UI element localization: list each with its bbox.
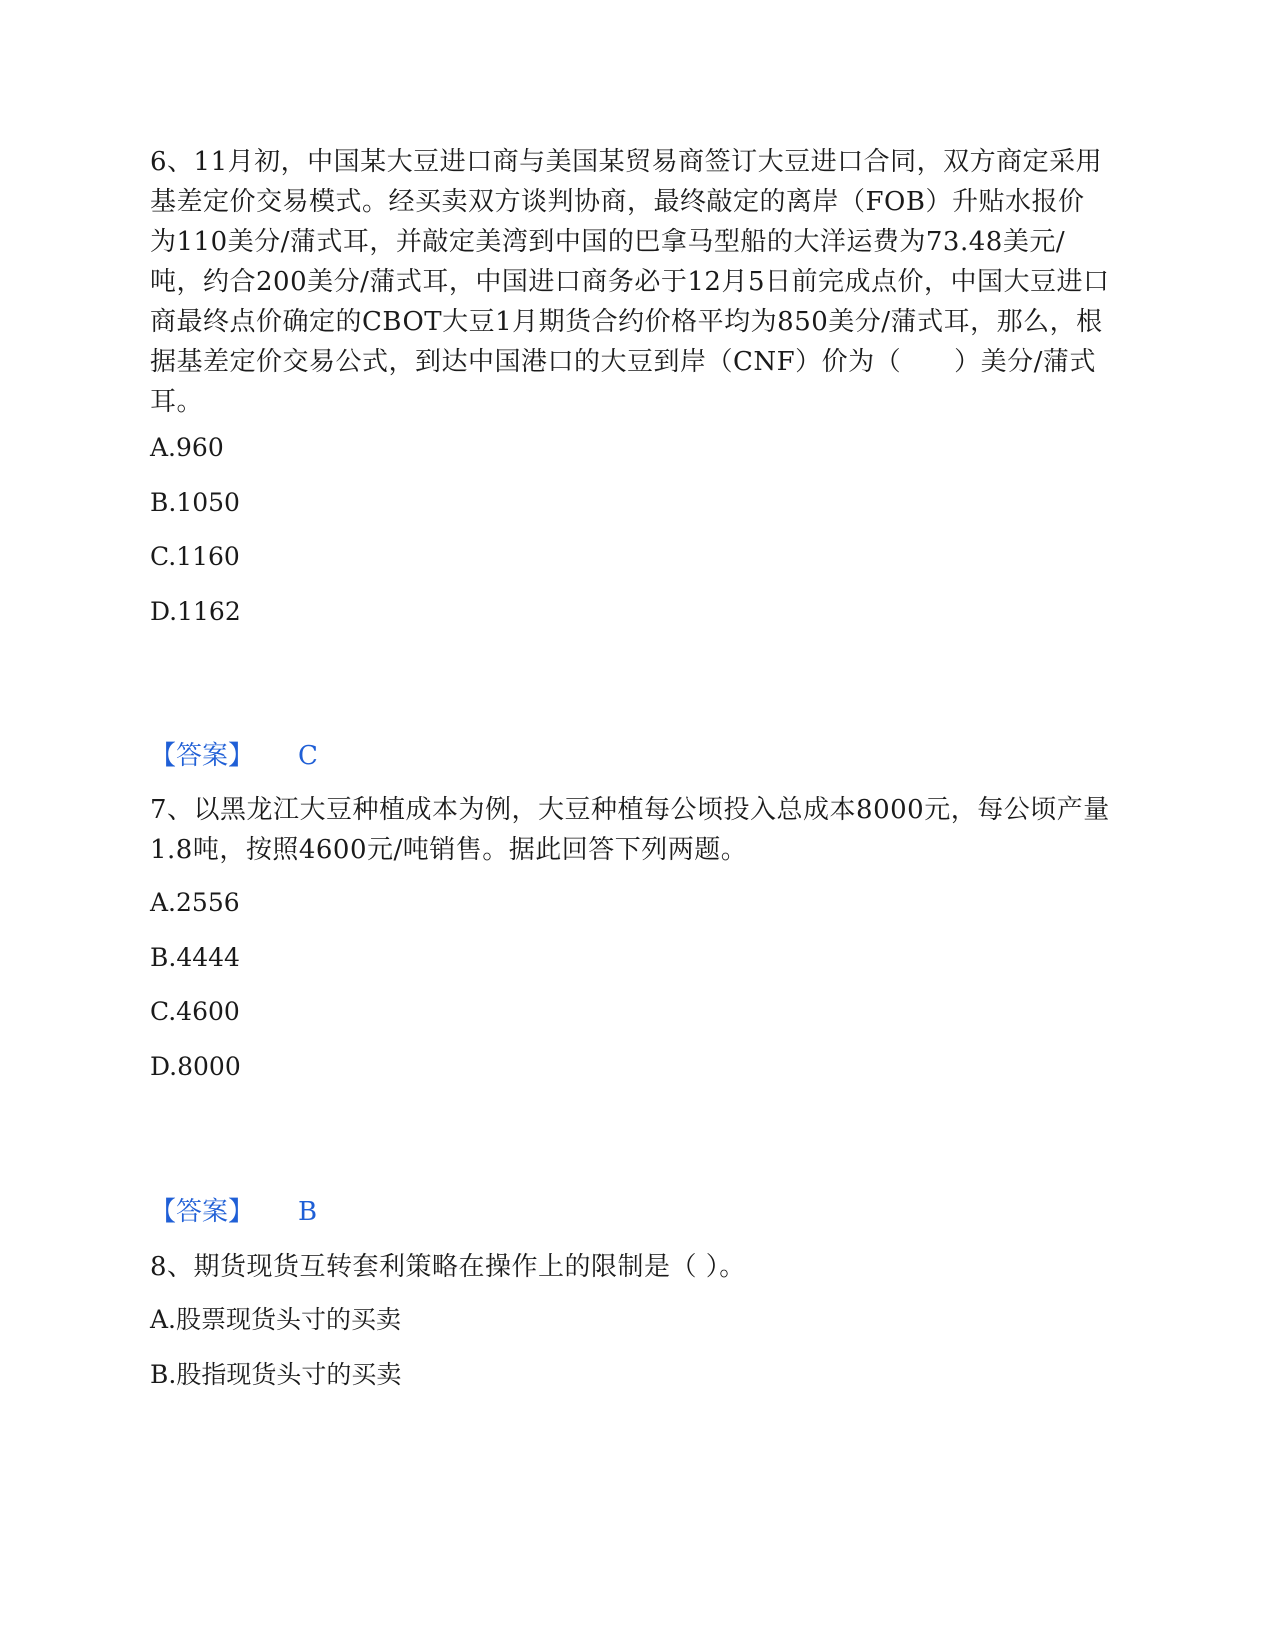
question-8-text: 8、期货现货互转套利策略在操作上的限制是（ ）。 xyxy=(150,1252,746,1282)
answer-label: 【答案】 xyxy=(150,741,255,771)
option-d: D.1162 xyxy=(150,597,241,626)
answer-value: B xyxy=(298,1197,318,1227)
question-8 xyxy=(150,1247,1110,1287)
option-d: D.8000 xyxy=(150,1052,241,1081)
question-6-text: 6、11月初，中国某大豆进口商与美国某贸易商签订大豆进口合同，双方商定采用基差定价交易模式。经买卖双方谈判协商，最终敲定的离岸（FOB）升贴水报价为110美分/蒲式耳，并敲定美湾到中国的巴拿马型船的大洋运费为73.48美元/吨，约合200美分/蒲式耳，中国进口商务必于12月5日前完成点价，中国大豆进口商最终点价确定的CBOT大豆1月期货合约价格平均为850美分/蒲式耳，那么，根据基差定价交易公式，到达中国港口的大豆到岸（CNF）价为（ ）美分/蒲式耳。 xyxy=(150,147,1110,417)
question-7-options xyxy=(150,887,1110,1087)
option-a: A.960 xyxy=(150,433,224,462)
answer-label: 【答案】 xyxy=(150,1197,255,1227)
option-c: C.4600 xyxy=(150,997,240,1026)
option-c: C.1160 xyxy=(150,542,240,571)
option-a: A.2556 xyxy=(150,888,240,917)
question-7 xyxy=(150,790,1110,870)
question-8-options xyxy=(150,1304,1110,1404)
question-7-answer xyxy=(150,1195,317,1229)
question-6 xyxy=(150,142,1110,422)
question-6-options xyxy=(150,432,1110,632)
option-b: B.股指现货头寸的买卖 xyxy=(150,1360,402,1389)
answer-value: C xyxy=(298,741,318,771)
question-7-text: 7、以黑龙江大豆种植成本为例，大豆种植每公顷投入总成本8000元，每公顷产量1.8吨，按照4600元/吨销售。据此回答下列两题。 xyxy=(150,795,1110,865)
option-a: A.股票现货头寸的买卖 xyxy=(150,1305,402,1334)
option-b: B.4444 xyxy=(150,943,240,972)
question-6-answer xyxy=(150,739,318,773)
option-b: B.1050 xyxy=(150,488,240,517)
